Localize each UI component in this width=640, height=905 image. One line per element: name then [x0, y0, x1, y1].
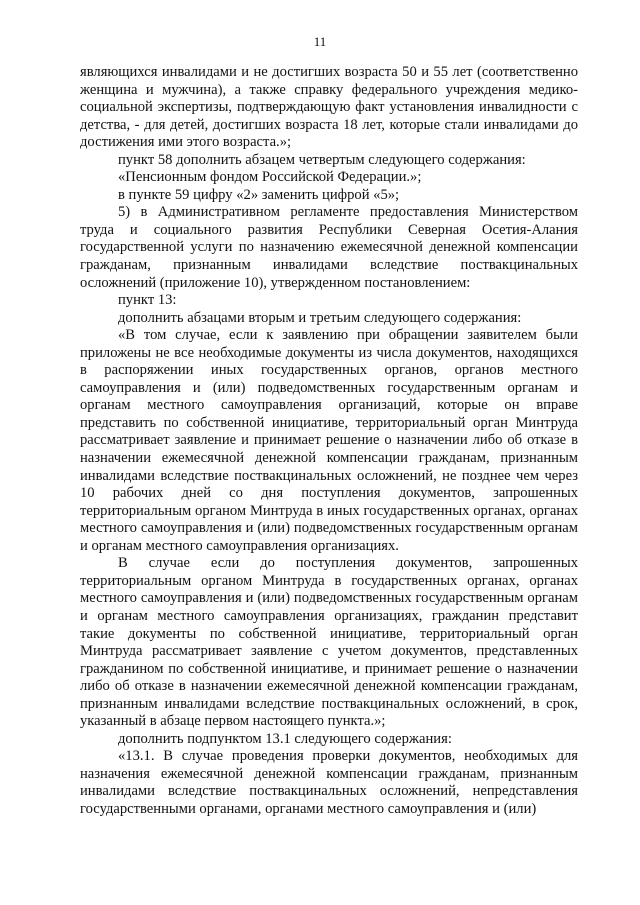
- paragraph-subitem-13-1: «13.1. В случае проведения проверки документов, необходимых для назначения ежемесячной денежной компенсации гражданам, признанным инвалидами вследствие поствакцинальных осложнений, непредставления государственными органами, органами местного самоуправления и (или): [80, 748, 578, 817]
- paragraph-item-58: пункт 58 дополнить абзацем четвертым следующего содержания:: [118, 151, 526, 168]
- paragraph-quote-pension-fund: «Пенсионным фондом Российской Федерации.»;: [118, 169, 422, 186]
- page-number: 11: [313, 34, 327, 49]
- paragraph-item-13: пункт 13:: [118, 292, 177, 309]
- paragraph-section-5: 5) в Административном регламенте предоставления Министерством труда и социального развития Республики Северная Осетия-Алания государственной услуги по назначению ежемесячной денежной компенсации гражданам, признанным инвалидами вследствие поствакцинальных осложнений (приложение 10), утвержденном постановлением:: [80, 204, 578, 291]
- paragraph-quote-second: В случае если до поступления документов, запрошенных территориальным органом Минтруда в государственных органах, органах местного самоуправления и (или) подведомственных государственным органам и органам местного самоуправления организациях, гражданин представит такие документы по собственной инициативе, территориальный орган Минтруда рассматривает заявление с учетом документов, представленных гражданином по собственной инициативе, и принимает решение о назначении либо об отказе в назначении ежемесячной денежной компенсации гражданам, признанным инвалидами вследствие поствакцинальных осложнений, в срок, указанный в абзаце первом настоящего пункта.»;: [80, 555, 578, 730]
- paragraph-quote-first: «В том случае, если к заявлению при обращении заявителем были приложены не все необходимые документы из числа документов, находящихся в распоряжении иных государственных органов, органов местного самоуправления и (или) подведомственных государственным органам и органам местного самоуправления организаций, которые он вправе представить по собственной инициативе, территориальный орган Минтруда рассматривает заявление и принимает решение о назначении либо об отказе в назначении ежемесячной денежной компенсации гражданам, признанным инвалидами вследствие поствакцинальных осложнений, не позднее чем через 10 рабочих дней со дня поступления документов, запрошенных территориальным органом Минтруда в иных государственных органах, органах местного самоуправления и (или) подведомственных государственным органам и органам местного самоуправления организациях.: [80, 327, 578, 554]
- paragraph-item-59: в пункте 59 цифру «2» заменить цифрой «5»;: [118, 186, 400, 203]
- document-body: [80, 64, 578, 819]
- paragraph-continuation: являющихся инвалидами и не достигших возраста 50 и 55 лет (соответственно женщина и мужчина), а также справку федерального учреждения медико-социальной экспертизы, подтверждающую факт установления инвалидности с детства, - для детей, достигших возраста 18 лет, которые стали инвалидами до достижения ими этого возраста.»;: [80, 64, 578, 151]
- paragraph-add-subitem: дополнить подпунктом 13.1 следующего содержания:: [118, 730, 452, 747]
- paragraph-add-paragraphs: дополнить абзацами вторым и третьим следующего содержания:: [118, 309, 522, 326]
